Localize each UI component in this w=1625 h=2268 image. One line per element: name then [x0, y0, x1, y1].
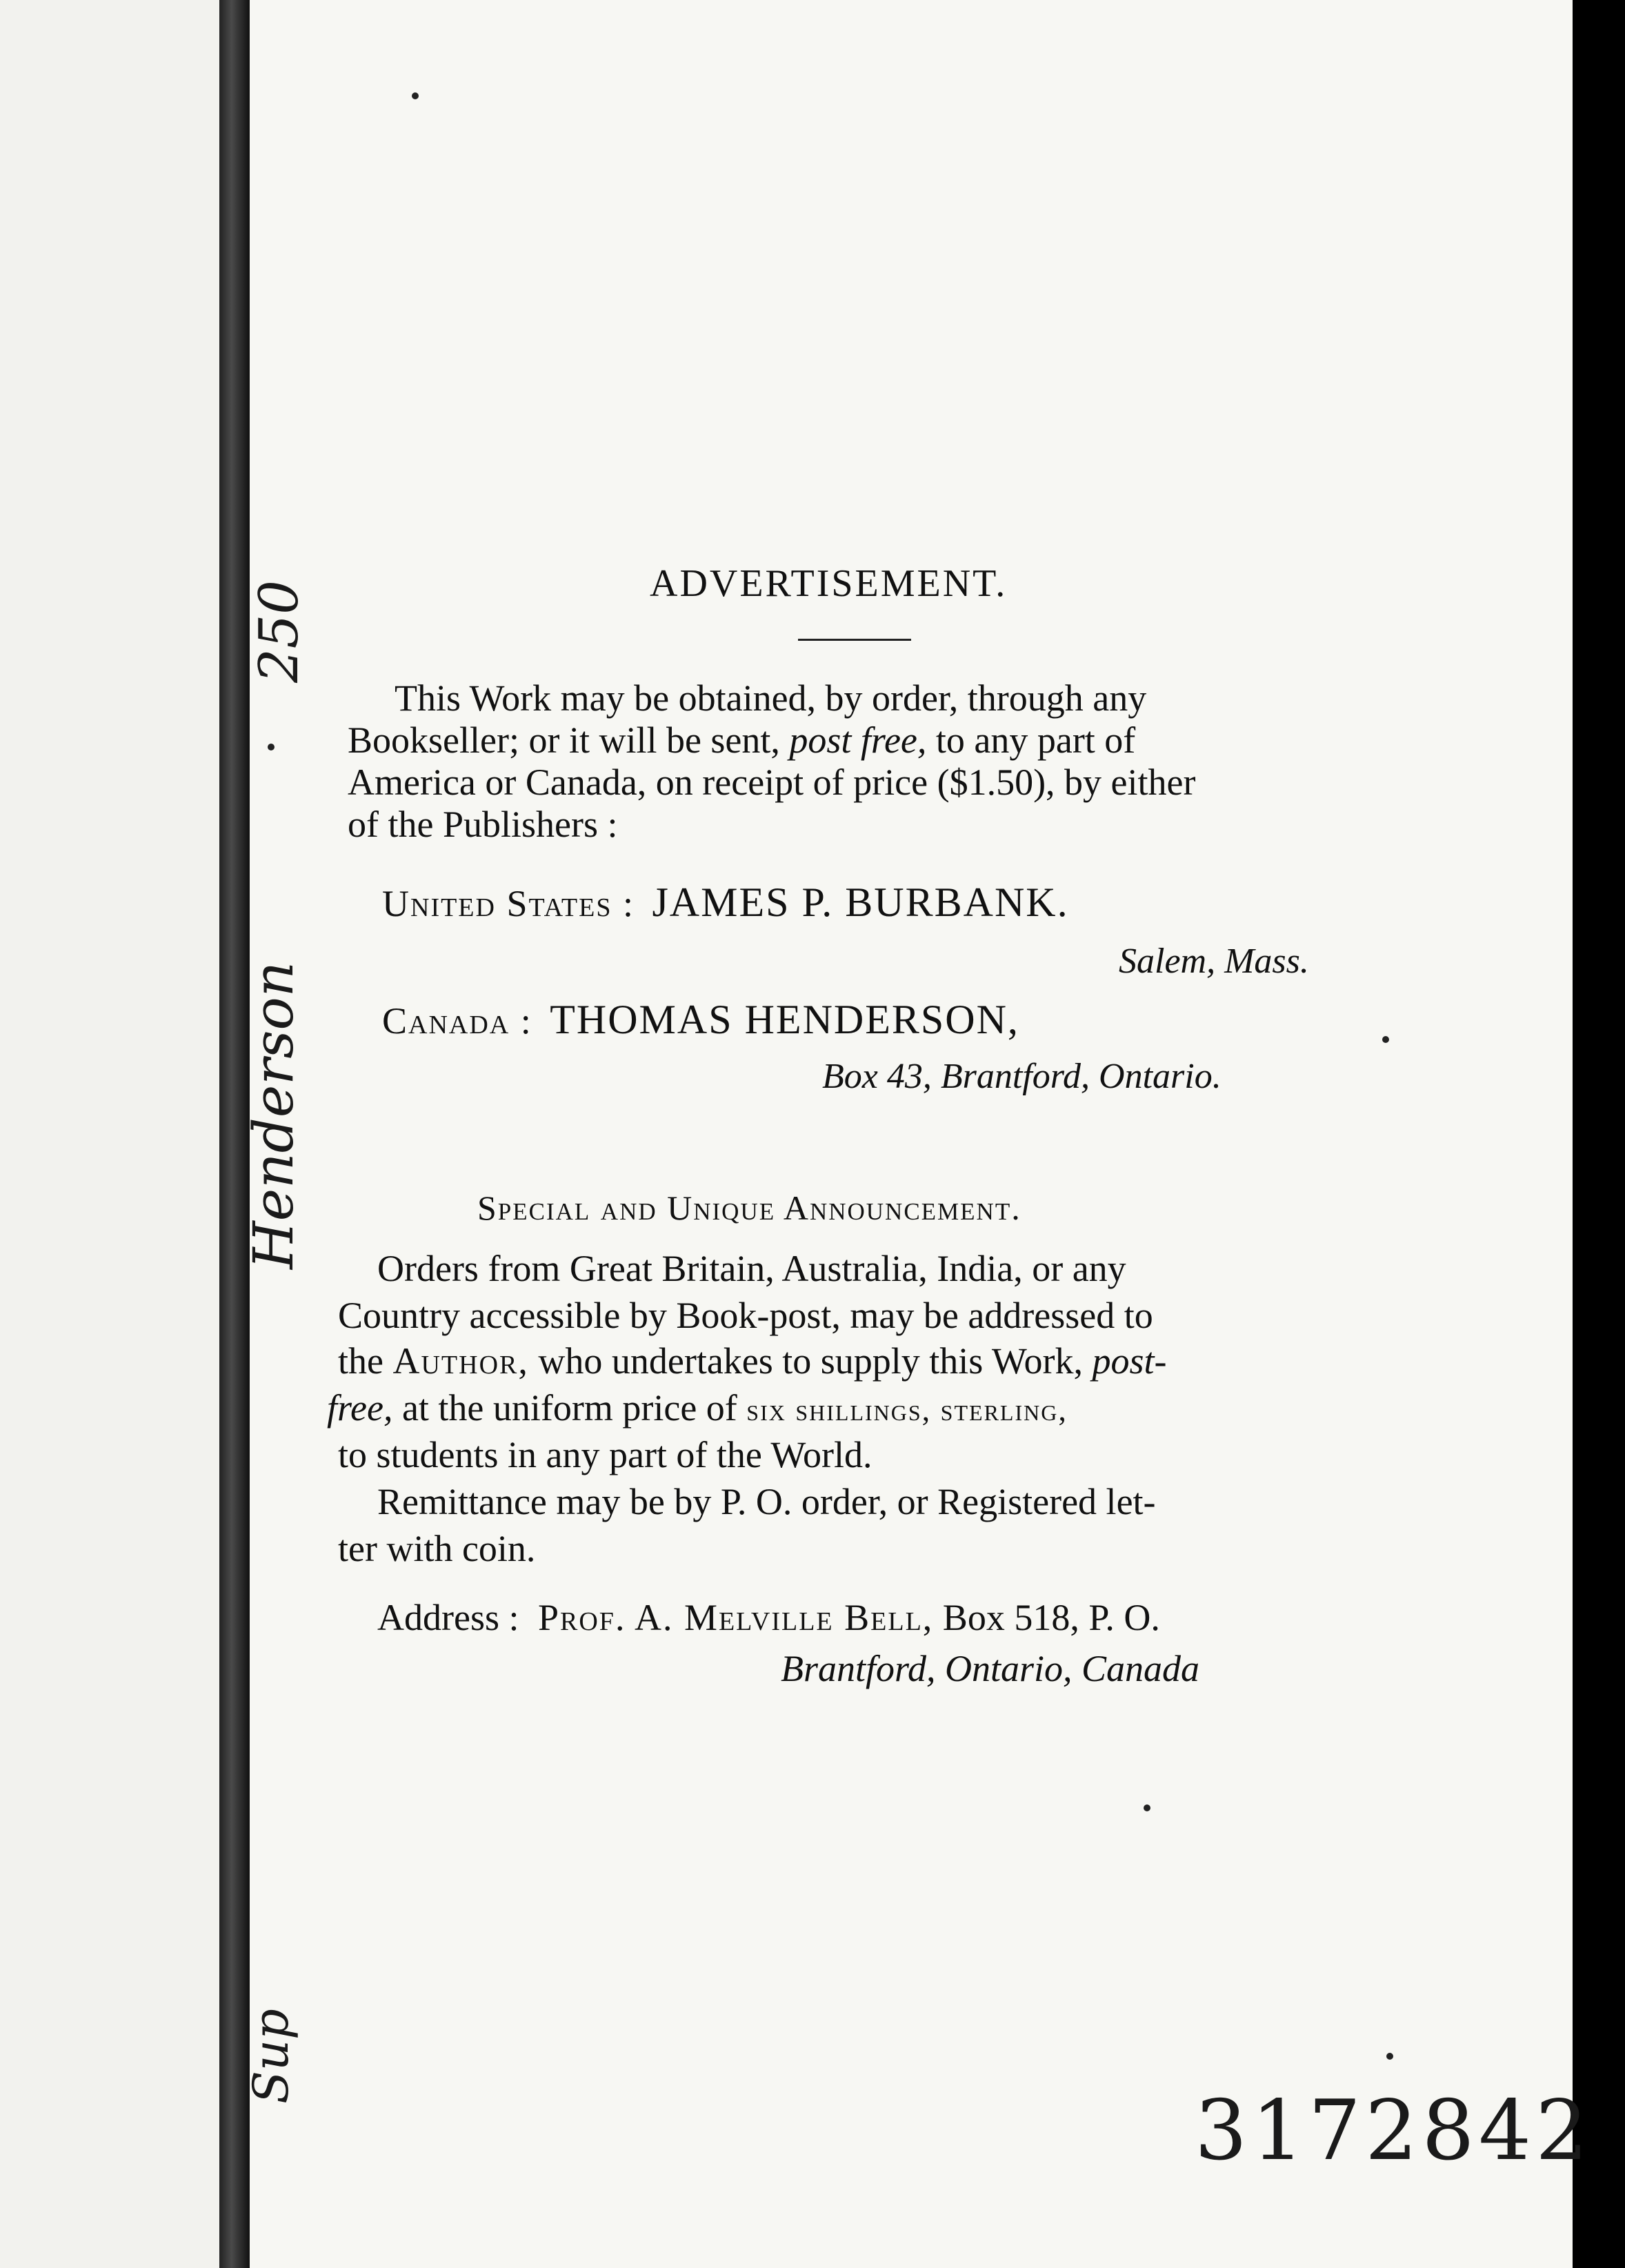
special-line-6: Remittance may be by P. O. order, or Registered let-: [377, 1481, 1156, 1522]
page-title: ADVERTISEMENT.: [650, 562, 1008, 605]
catalog-number: 3172842: [1195, 2083, 1593, 2179]
speck: [412, 92, 419, 99]
address-label: Address :: [377, 1597, 519, 1638]
intro-line-2: [348, 719, 1136, 761]
canada-name: THOMAS HENDERSON,: [550, 997, 1019, 1042]
address-name: Prof. A. Melville Bell,: [537, 1597, 934, 1638]
special-line-2: Country accessible by Book-post, may be addressed to: [338, 1295, 1153, 1336]
title-rule: [798, 639, 911, 641]
post-text: post-: [1092, 1340, 1167, 1382]
intro-line-1: This Work may be obtained, by order, through any: [395, 677, 1147, 719]
canada-place: Box 43, Brantford, Ontario.: [822, 1057, 1222, 1096]
special-line-3: [338, 1342, 1166, 1380]
margin-name: Henderson: [241, 961, 306, 1269]
free-text: free,: [327, 1387, 393, 1429]
special-line-4: [327, 1387, 1068, 1429]
canada-publisher: [382, 999, 1019, 1040]
address-place: Brantford, Ontario, Canada: [781, 1648, 1200, 1689]
special-line-3a: the: [338, 1340, 393, 1382]
us-name: JAMES P. BURBANK.: [652, 879, 1069, 925]
address-box: Box 518, P. O.: [933, 1597, 1160, 1638]
speck: [268, 744, 275, 750]
us-publisher: [382, 879, 1069, 925]
page: [241, 0, 1593, 2268]
intro-line-3: America or Canada, on receipt of price ($1.50), by either: [348, 762, 1196, 803]
intro-line-2b: to any part of: [926, 719, 1136, 761]
speck: [1382, 1036, 1389, 1043]
speck: [1144, 1804, 1150, 1811]
post-free-text: post free,: [789, 719, 927, 761]
facing-page: [0, 0, 219, 2268]
scan-border: [1573, 0, 1625, 2268]
author-text: Author,: [392, 1340, 529, 1382]
us-label: United States :: [382, 883, 635, 924]
price-text: six shillings, sterling,: [746, 1392, 1068, 1427]
special-line-7: ter with coin.: [338, 1528, 536, 1569]
intro-line-2a: Bookseller; or it will be sent,: [348, 719, 790, 761]
canada-label: Canada :: [382, 1000, 532, 1042]
margin-note-bottom: Sup: [243, 2009, 299, 2104]
us-place: Salem, Mass.: [1119, 942, 1309, 981]
special-line-3b: who undertakes to supply this Work,: [528, 1340, 1093, 1382]
intro-line-4: of the Publishers :: [348, 804, 618, 845]
special-line-4a: at the uniform price of: [392, 1387, 747, 1429]
address-line: [377, 1599, 1160, 1636]
special-line-5: to students in any part of the World.: [338, 1434, 873, 1475]
speck: [1386, 2053, 1393, 2060]
margin-number: 250: [248, 580, 310, 683]
special-heading: Special and Unique Announcement.: [477, 1188, 1021, 1227]
special-line-1: Orders from Great Britain, Australia, India, or any: [377, 1248, 1126, 1289]
